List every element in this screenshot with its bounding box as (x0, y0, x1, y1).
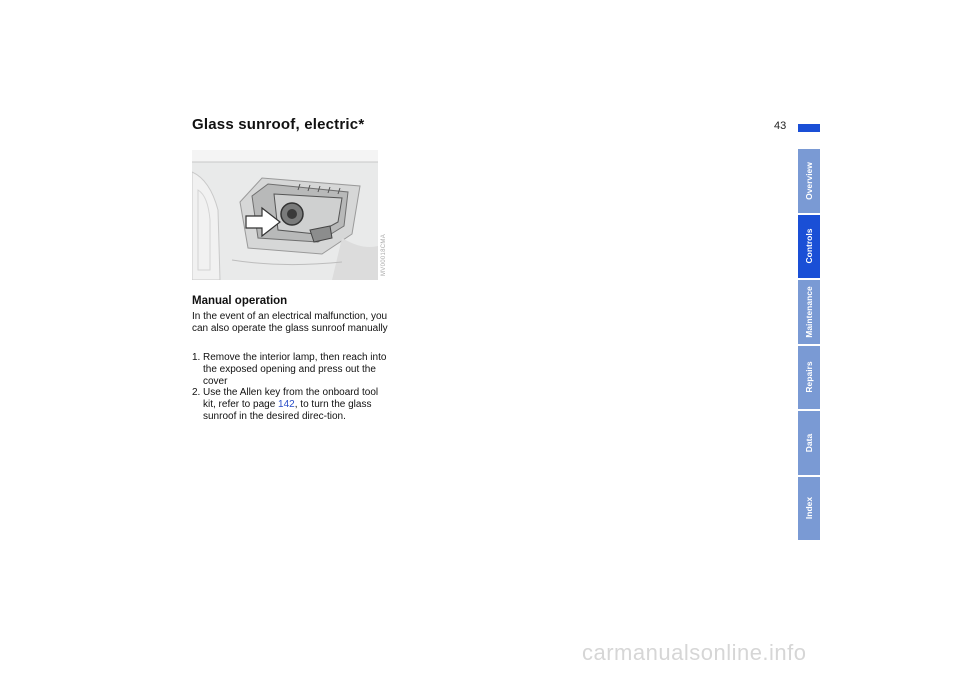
watermark: carmanualsonline.info (582, 640, 807, 665)
figure-code-text: MV00018CMA (381, 233, 387, 276)
page-link[interactable]: 142 (278, 399, 295, 411)
tab-label: Repairs (804, 361, 814, 393)
tab-label: Index (804, 497, 814, 520)
chapter-tabs (798, 149, 820, 540)
tab-repairs[interactable] (798, 346, 820, 410)
steps-list (192, 352, 392, 423)
page-title: Glass sunroof, electric* (192, 116, 365, 133)
section-heading: Manual operation (192, 295, 288, 307)
tab-label: Overview (804, 161, 814, 200)
tab-index[interactable] (798, 477, 820, 541)
step-text (203, 387, 392, 422)
sunroof-illustration (192, 150, 378, 280)
tab-label: Data (804, 433, 814, 452)
section-intro: In the event of an electrical malfunction, you can also operate the glass sunroof manually (192, 311, 388, 334)
tab-label: Controls (804, 228, 814, 264)
step-text-after: , to turn the glass sunroof in the desired direc-tion. (203, 399, 372, 422)
tab-controls[interactable] (798, 215, 820, 279)
step-number: 1. (192, 352, 201, 363)
figure-code (378, 150, 390, 280)
page-marker (798, 124, 820, 132)
tab-overview[interactable] (798, 149, 820, 213)
step-text-before: Use the Allen key from the onboard tool kit, refer to page (203, 387, 379, 411)
page-number: 43 (774, 120, 787, 132)
tab-data[interactable] (798, 411, 820, 475)
tab-label: Maintenance (804, 286, 814, 338)
step-number: 2. (192, 387, 201, 399)
step-item (192, 352, 392, 387)
step-text: Remove the interior lamp, then reach into the exposed opening and press out the cover (203, 352, 387, 387)
step-item (192, 387, 392, 422)
sunroof-illustration-drawing (192, 150, 378, 280)
tab-maintenance[interactable] (798, 280, 820, 344)
